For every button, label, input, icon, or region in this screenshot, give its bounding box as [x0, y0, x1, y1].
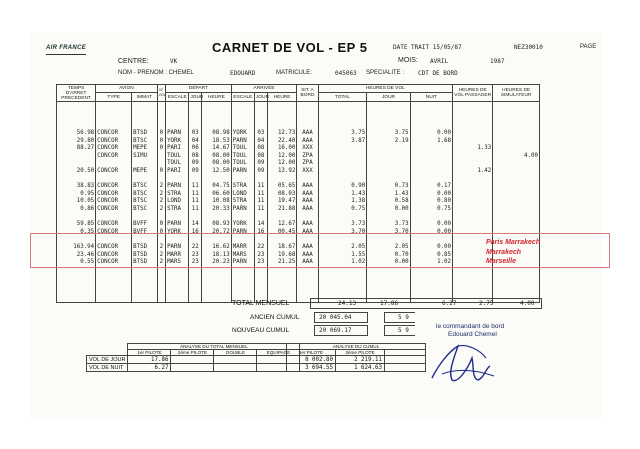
ancien-cumul-label: ANCIEN CUMUL	[250, 314, 300, 321]
col-jour-arrivee: JOUR	[256, 94, 270, 100]
analyse-mensuel-col1: 1er PILOTE	[128, 350, 171, 356]
cumul-row2-a: 3 694.55	[287, 364, 336, 372]
total-mensuel-simulateur: 4.00	[520, 300, 535, 307]
flight-log-table	[56, 84, 540, 303]
analyse-mensuel-col3: DOUBLE	[214, 350, 257, 356]
specialite-label: SPECIALITE :	[366, 70, 405, 76]
page-label: PAGE	[580, 44, 597, 50]
total-mensuel-total: 24.13	[338, 300, 357, 307]
total-mensuel-box	[310, 298, 542, 309]
vol-jour-value: 17.86	[128, 356, 171, 364]
col-type: TYPE	[96, 93, 132, 102]
cumul-row2-b: 1 624.63	[336, 364, 385, 372]
col-sit-bord: SIT. A BORD	[297, 85, 318, 102]
cell-heure-arrivee: 12.73 22.40 16.00 12.00 12.00 13.92 05.65 08.03 19.47 21.88 12.67 00.45 18.67 19.68 21.25	[267, 102, 297, 303]
cell-passager: 1.33 1.42	[453, 102, 493, 303]
page-title: CARNET DE VOL - EP 5	[212, 40, 368, 55]
col-num-vol: N° VOL	[157, 85, 165, 102]
col-escale-depart: ESCALE	[166, 93, 189, 102]
commander-title: le commandant de bord	[436, 323, 505, 330]
col-immat: IMMAT	[132, 93, 157, 102]
nom-prenom: NOM - PRENOM : CHEMEL	[118, 70, 194, 76]
commander-signature	[428, 338, 498, 388]
col-escale-arrivee: ESCALE	[231, 93, 254, 102]
cell-nuit: 0.00 1.68 0.17 0.00 0.80 0.75 0.00 0.00 0.00 0.85 1.02	[410, 102, 452, 303]
matricule-value: 045063	[335, 70, 357, 77]
analyse-mensuel-col2: 2ème PILOTE	[171, 350, 214, 356]
annotation-line-1: Paris Marrakech	[486, 239, 541, 246]
cell-immat: BTSD BTSC MEPE SIMU MEPE BTSC BTSC BTSC BTSC BVFF BVFF BTSD BTSD BTSD	[132, 102, 157, 303]
cell-jour: 3.75 2.19 0.73 1.43 0.58 0.00 3.73 3.70 2.05 0.70 0.00	[367, 102, 410, 303]
col-total: TOTAL	[318, 93, 367, 102]
route-annotation	[486, 238, 540, 267]
cell-num: 0 0 0 0 2 2 2 2 0 0 2 2 2	[157, 102, 165, 303]
col-jour-depart: JOUR	[190, 94, 204, 100]
vol-nuit-value: 6.27	[128, 364, 171, 372]
cell-simulateur: 4.00	[493, 102, 540, 303]
total-mensuel-jour: 17.86	[380, 300, 399, 307]
cell-sit: AAA AAA XXX ZPA ZPA XXX AAA AAA AAA AAA AAA AAA AAA AAA AAA	[297, 102, 318, 303]
analyse-mensuel-title: ANALYSE DU TOTAL MENSUEL	[128, 344, 300, 350]
col-temps-arret: TEMPS D'ARRET PRECEDENT	[57, 85, 96, 102]
mois-label: MOIS:	[398, 57, 418, 64]
reference-code: NEZ30010	[514, 44, 543, 51]
analyse-cumul-col2: 2ème PILOTE	[336, 350, 385, 356]
col-heure-arrivee: HEURE	[267, 93, 297, 102]
commander-name: Edouard Chemel	[448, 331, 497, 338]
analyse-cumul-col1: 1er PILOTE	[287, 350, 336, 356]
vol-nuit-label: VOL DE NUIT	[87, 364, 128, 372]
cumul-row1-b: 2 219.11	[336, 356, 385, 364]
col-passager: HEURES DE VOL PASSAGER	[453, 85, 493, 102]
cell-type: CONCOR CONCOR CONCOR CONCOR CONCOR CONCOR CONCOR CONCOR CONCOR CONCOR CONCOR CONCOR CONCOR CONCOR	[96, 102, 132, 303]
matricule-label: MATRICULE:	[276, 70, 312, 76]
ancien-cumul-extra: 5 9	[398, 314, 409, 321]
nouveau-cumul-value: 20 069.17	[319, 327, 352, 334]
col-heure-depart: HEURE	[202, 93, 232, 102]
total-mensuel-nuit: 6.27	[442, 300, 457, 307]
mois-value: AVRIL	[430, 58, 449, 65]
air-france-logo: AIR FRANCE	[46, 45, 86, 51]
vol-jour-label: VOL DE JOUR	[87, 356, 128, 364]
analyse-mensuel-col4: EQUIPAGE	[257, 350, 300, 356]
total-mensuel-label: TOTAL MENSUEL	[232, 300, 290, 307]
cell-jour-depart: 03 04 06 08 09 09 11 11 11 11 14 16 22 23 23	[189, 102, 202, 303]
cell-escale-depart: PARN YORK PARI TOUL TOUL PARI PARN STRA LOND STRA PARN YORK PARN MARR MARS	[166, 102, 189, 303]
cell-jour-arrivee: 03 04 08 08 09 09 11 11 11 11 14 16 22 23 23	[255, 102, 268, 303]
specialite-value: CDT DE BORD	[418, 70, 458, 77]
col-arrivee: ARRIVÉE	[231, 85, 297, 93]
nouveau-cumul-label: NOUVEAU CUMUL	[232, 327, 290, 334]
logo-underline	[46, 54, 86, 55]
cell-temps: 56.98 29.80 88.27 20.50 38.83 0.95 10.05 0.86 59.85 0.35 163.94 23.46 0.55	[57, 102, 96, 303]
analyse-mensuel-table	[86, 343, 300, 372]
analyse-cumul-title: ANALYSE DU CUMUL	[287, 344, 426, 350]
cell-escale-arrivee: YORK PARN TOUL TOUL TOUL PARN STRA LOND STRA PARN YORK PARN MARR MARS PARN	[231, 102, 254, 303]
cell-heure-depart: 08.98 18.53 14.67 08.00 08.00 12.50 04.75 06.60 10.08 20.33 08.93 20.72 16.62 18.13 20.23	[202, 102, 232, 303]
centre-value: VK	[170, 58, 178, 65]
cumul-row1-a: 8 002.80	[287, 356, 336, 364]
date-trait: DATE TRAIT 15/05/87	[393, 44, 462, 51]
col-heures-vol: HEURES DE VOL	[318, 85, 452, 93]
nouveau-cumul-extra: 5 9	[398, 327, 409, 334]
centre-label: CENTRE:	[118, 58, 149, 65]
annotation-line-3: Marseille	[486, 258, 516, 265]
col-jour: JOUR	[367, 93, 410, 102]
cell-total: 3.75 3.87 0.90 1.43 1.38 0.75 3.73 3.70 2.05 1.55 1.02	[318, 102, 367, 303]
year-value: 1987	[490, 58, 505, 65]
col-nuit: NUIT	[410, 93, 452, 102]
annotation-line-2: Marrakech	[486, 248, 522, 256]
prenom-value: EDOUARD	[230, 70, 256, 77]
ancien-cumul-value: 20 045.04	[319, 314, 352, 321]
col-avion: AVION	[96, 85, 157, 93]
col-simulateur: HEURES DE SIMULATEUR	[493, 85, 540, 102]
total-mensuel-passager: 2.75	[479, 300, 494, 307]
analyse-cumul-table	[286, 343, 426, 372]
col-depart: DÉPART	[166, 85, 232, 93]
